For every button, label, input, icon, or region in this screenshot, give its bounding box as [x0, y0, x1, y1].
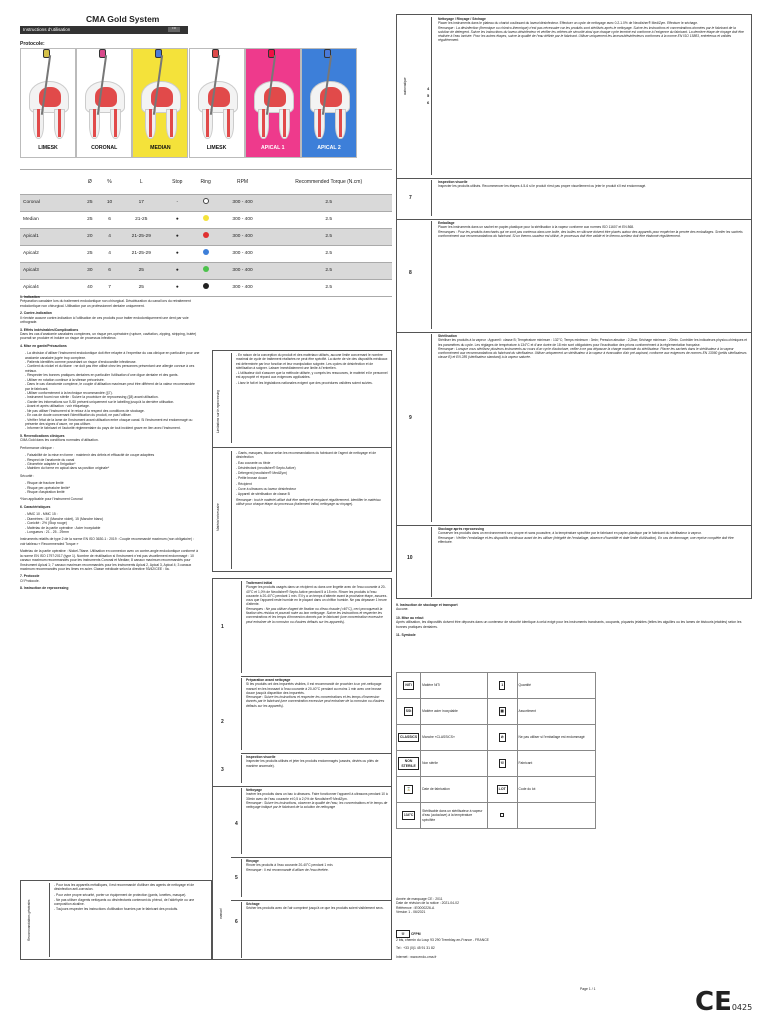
protocol-panel-label: LIMESK	[38, 145, 58, 151]
safety-item: - Risque per-opératoire limité*	[25, 486, 200, 490]
step-1-text: Plonger les produits usagés dans un récipient ou dans une lingette avec de l'eau courante à 20-40°C et 1,0% de Neodisher® Septo Active pendant 5 à 15 min. Rincer les produits à l'eau courante à 20-40°C pendant 1 min. S'il y a un temps d'attente avant la prochaine étape, assurez-vous que l'appareil reste humide en le plaçant dans un chiffon humide. Ne pas dépasser 1 heure d'attente.	[246, 585, 388, 607]
symbol-icon: CLASSICS	[398, 733, 419, 741]
row-diameter: 30	[80, 263, 100, 280]
symbol-icon: 134°C	[402, 811, 415, 819]
step-10-remark: Remarque : Vérifier l'emballage et les dispositifs médicaux avant de les utiliser (intégrité de l'emballage, absence d'humidité et date limite d'utilisation). En cas de dommage, une reprise complète doit être effectuée.	[438, 535, 734, 544]
protocol-section-heading: 7. Protocole	[20, 574, 40, 579]
step-1-number: 1	[221, 624, 224, 630]
ring-dot-icon	[203, 266, 209, 272]
footnote: *Non applicable pour l'instrument Coronal	[20, 497, 83, 502]
row-ring	[191, 212, 219, 229]
step-8-text: Placer les instruments dans un sachet en papier-plastique pour la stérilisation à la vapeur conforme aux normes ISO 11607 et EN 868.	[438, 225, 635, 230]
symbol-row	[397, 751, 596, 777]
tooth-icon	[85, 81, 125, 139]
meta-line: Référence : IE0000226-A	[396, 905, 435, 910]
step-5	[241, 859, 389, 897]
step-4-number: 4	[235, 821, 238, 827]
material-item: - Cuve à ultrasons ou laveur désinfecteur	[236, 486, 297, 491]
indication-heading: 1. Indication	[20, 295, 40, 299]
step-2	[241, 678, 389, 750]
warnings-list	[25, 351, 200, 431]
general-recommendations-list	[49, 883, 209, 957]
manufacturer-phone: Tel : +33 (0)1 45 91 31 82	[396, 946, 435, 951]
row-taper: 4	[100, 246, 120, 263]
material-item: - Récipient	[236, 481, 252, 486]
symbol-icon: SSt	[404, 707, 414, 715]
warning-item: - Patients identifiés comme possédant un risque d'endocardite infectieuse.	[25, 360, 200, 364]
symbols-table	[396, 672, 596, 829]
row-ring	[191, 195, 219, 212]
warning-item: - Garder les informations sur l'UDI présent uniquement sur le labelling jusqu'à la dernière utilisation.	[25, 400, 200, 404]
table-header-cell: %	[100, 170, 120, 195]
row-diameter: 20	[80, 229, 100, 246]
step-5-heading: Rinçage	[246, 859, 259, 863]
table-header-cell: Ring	[191, 170, 219, 195]
characteristic-item: - MMC 10 - MMC 15 :	[25, 512, 200, 516]
row-ring	[191, 229, 219, 246]
limitations-list	[231, 353, 389, 443]
row-stop: ●	[163, 263, 191, 280]
row-length: 21-25	[119, 212, 163, 229]
meta-line: Version 1 - 06/2021	[396, 910, 426, 915]
row-taper: 6	[100, 212, 120, 229]
symbol-icon: NiTi	[403, 681, 413, 689]
row-ring	[191, 246, 219, 263]
table-row	[20, 229, 392, 246]
storage-disposal-section	[396, 603, 752, 638]
row-name: Apical2	[20, 246, 80, 263]
symbol-row	[397, 803, 596, 829]
step-9-heading: Stérilisation	[438, 334, 457, 338]
symbol-label: Matière acier inoxydable	[421, 699, 488, 725]
row-rpm: 300 - 400	[220, 280, 266, 297]
symbol-row	[397, 673, 596, 699]
protocol-section-text: Cf Protocole.	[20, 578, 40, 583]
table-row	[20, 263, 392, 280]
ce-notified-body: 0425	[731, 1003, 753, 1012]
row-length: 25	[119, 263, 163, 280]
row-diameter: 25	[80, 246, 100, 263]
row-rpm: 300 - 400	[220, 195, 266, 212]
limitation-item: - Lisez le fait et les législations nationales exigent que des procédures validées soient suivies.	[236, 380, 373, 385]
protocol-panel-label: APICAL 2	[317, 145, 341, 151]
claims-text: CMA Gold dans les conditions normales d'utilisation.	[20, 438, 99, 443]
row-stop: ●	[163, 212, 191, 229]
material-item: - Eau courante ou tiède	[236, 460, 271, 465]
protocol-panel-1	[20, 48, 76, 158]
step-3-text: Inspecter les produits utilisés et jeter les produits endommagés (cassés, déviés ou pliés de manière anormale).	[246, 759, 379, 768]
symbol-label: Fabricant	[517, 751, 595, 777]
characteristic-item: - Diamètres : 10 (Manche violet), 15 (Manche blanc)	[25, 517, 200, 521]
step-456-remark: Remarque : La désinfection (thermique ou chimico-thermique) n'est pas nécessaire car les produits sont stérilisés après le nettoyage. Suivre les instructions et concentrations données par le fabricant de la solution de détergent. Suivre les instructions du laveur-désinfecteur et vérifier les critères de sécurité ainsi que chaque cycle terminé est conforme à l'exigence du fabricant. La dernière étape de rinçage doit être réalisée à l'eau ionisée. Pour les autres étapes, suivre la qualité de l'eau définie par le fabricant. Utiliser uniquement les laveurs/désinfecteurs conformes à la norme EN ISO 15883, entretenus et validés régulièrement.	[438, 25, 744, 43]
indication-text: Préparation canalaire lors du traitement endodontique non chirurgical. Désobturation du canal lors du retraitement endodontique non chirurgical. Utilisation par un professionnel dentaire uniquement.	[20, 299, 191, 308]
disposal-text: Après utilisation, les dispositifs doivent être déposés dans un conteneur de sécurité identique à celui exigé pour les instruments tranchants, coupants, piquants jetables (telles les aiguilles ou les lames de bistouris jetables) selon les bonnes pratiques dentaires.	[396, 620, 742, 629]
protocol-panel-4	[189, 48, 245, 158]
step-4	[241, 788, 389, 854]
warning-item: - Avant et après utilisation : voir étiquetage.	[25, 404, 200, 408]
limitations-material-box	[212, 350, 392, 572]
symbol-label: Ne pas utiliser si l'emballage est endommagé	[517, 725, 595, 751]
characteristic-item: - Matériau de la partie opérative : Acier inoxydable	[25, 526, 200, 530]
tooth-icon	[310, 81, 350, 139]
symbol-label: Stérilisable dans un stérilisateur à vapeur d'eau (autoclave) à la température spécifiée	[421, 803, 488, 829]
step-8-heading: Emballage	[438, 221, 455, 225]
symbol-icon: 1	[499, 681, 505, 690]
general-recommendations-box	[20, 880, 212, 960]
manual-steps-box	[212, 578, 392, 960]
instructions-bar	[20, 26, 188, 34]
characteristics-norm: Instruments relatifs de type 2 de la norme EN ISO 3630-1 : 2019 : Couple recommandé maximum (non obligatoire) : voir tableau « Recommended Torque »	[20, 537, 194, 546]
row-torque: 2.5	[265, 263, 392, 280]
table-header-cell: Recommended Torque (N.cm)	[265, 170, 392, 195]
factory-icon: ⛫	[396, 930, 410, 938]
step-2-text: Si les produits ont des impuretés visibles, il est recommandé de procéder à un pré-nettoyage manuel en les brossant à l'eau courante à 20-40°C pendant au moins 1 min avec une brosse douce jusqu'à disparition des impuretés.	[246, 682, 382, 695]
manufacturer-website: Internet : www.endo-cma.fr	[396, 954, 437, 959]
row-torque: 2.5	[265, 280, 392, 297]
limitation-item: - L'utilisateur doit s'assurer que la méthode utilisée, y compris les ressources, le matériel et le personnel est approprié et répond aux exigences applicables.	[236, 371, 388, 380]
protocol-panel-2	[76, 48, 132, 158]
page-title: CMA Gold System	[86, 14, 160, 24]
disposal-heading: 10. Mise au rebut	[396, 615, 424, 620]
characteristics-heading: 6. Caractéristiques	[20, 504, 51, 509]
page-number: Page 1 / 1	[580, 987, 596, 991]
manufacturer-logo: CFPM	[410, 932, 421, 936]
symbol-icon: ▦	[499, 707, 506, 716]
symbols-heading: 11. Symbole	[396, 633, 416, 638]
ce-mark	[695, 985, 752, 1019]
warning-item: - Dans le cas d'anatomie complexe, le couple d'utilisation maximum peut être différent de la valeur recommandée par le fabricant.	[25, 382, 200, 391]
symbol-icon: ⛫	[499, 759, 506, 768]
characteristics-list	[25, 512, 200, 534]
ce-mark-letters: CE	[695, 987, 732, 1017]
ring-dot-icon	[203, 232, 209, 238]
steps-456-numbers: 4 5 6	[427, 86, 430, 106]
characteristic-item: - Conicité : 2% (Stop rouge)	[25, 521, 200, 525]
step-7-text: Inspecter les produits utilisés. Recommencer les étapes 4-5-6 si le produit n'est pas propre visuellement ou jeter le produit s'il est endommagé.	[438, 184, 647, 189]
protocol-panel-5	[245, 48, 301, 158]
safety-item: - Risque d'aspiration limité	[25, 490, 200, 494]
step-9-remark: Remarque : Lorsque vous stérilisez plusieurs instruments au cours d'un cycle d'autoclave, veiller à ne pas dépasser la charge maximale du stérilisateur. Placer les sachets dans le stérilisateur à la vapeur conformément aux recommandations du fabricant du stérilisateur. Utiliser uniquement un stérilisateur à la vapeur à évacuation d'air pré-aspirant, conforme aux exigences de normes EN 13060 (petits stérilisateurs classe B) et EN 285 (stérilisateur standard) à la vapeur saturée.	[438, 346, 747, 360]
language-chip: FR	[168, 27, 180, 32]
step-7-number: 7	[409, 195, 412, 201]
instrument-table	[20, 169, 392, 297]
ring-dot-icon	[203, 283, 209, 289]
row-name: Apical1	[20, 229, 80, 246]
row-ring	[191, 280, 219, 297]
table-header-row	[20, 170, 392, 195]
row-stop: ●	[163, 246, 191, 263]
warning-item: - Contient du nickel et du titane : ne doit pas être utilisé chez les personnes présentant une allergie connue à ces métaux.	[25, 364, 200, 373]
material-label: Matériel nécessaire	[216, 503, 220, 531]
protocol-heading: Protocole:	[20, 41, 45, 47]
step-3	[241, 755, 389, 783]
symbol-label: Matière NiTi	[421, 673, 488, 699]
manual-label: manuel	[219, 908, 223, 919]
safety-heading: Sécurité :	[20, 473, 35, 478]
row-stop: ●	[163, 229, 191, 246]
manufacturer-section	[396, 930, 656, 959]
step-1-heading: Traitement initial	[246, 581, 273, 585]
step-4-heading: Nettoyage	[246, 788, 262, 792]
characteristics-material: Matériau de la partie opérative : Nickel-Titane. Utilisation en connexion avec un contre-angle endodontique conformé à la norme EN ISO 1797:2017 (type 1). Nombre de réutilisation si l'instrument n'est pas visuellement endommagé : 10 canaux maximum recommandés pour les instruments Coronal et Median; 8 canaux maximum recommandés pour l'instrument Apical 1; 7 canaux maximum recommandés pour les instruments Apical 2, Apical 3, Apical 4; 3 canaux maximum recommandés pour les limes en acier. Classe médicale selon la directive 93/42/CEE : IIa.	[20, 549, 198, 571]
symbol-icon: LOT	[497, 785, 508, 794]
recommendation-item: - Ne pas utiliser d'agents nettoyants ou désinfectants contenant du phénol, de l'aldéhyde ou une composition alcaline.	[54, 897, 195, 907]
warning-item: - Respecter les bonnes pratiques dentaires en particulier l'utilisation d'une digue dentaire et des gants.	[25, 373, 200, 377]
performance-item: - Géométrie adaptée à l'irrigation*	[25, 462, 200, 466]
step-5-remark: Remarque : Il est recommandé d'utiliser de l'eau térétée.	[246, 867, 329, 872]
symbol-label: Assortiment	[517, 699, 595, 725]
warning-item: - La décision d'utiliser l'instrument endodontique doit être relayée à l'expertise du cas clinique en particulier pour une anatomie canalaire jugée trop complexe.	[25, 351, 200, 360]
row-rpm: 300 - 400	[220, 229, 266, 246]
row-taper: 7	[100, 280, 120, 297]
row-rpm: 300 - 400	[220, 263, 266, 280]
limitations-label: Limitations sur le reprocessing	[216, 389, 220, 433]
step-456-text: Placer les instruments dans le plateau du chariot coulissant du laveur/désinfecteur. Effectuer un cycle de nettoyage avec 0.2-1.0% de Neodisher® MediZym. Effectuer le séchage.	[438, 21, 698, 26]
row-diameter: 25	[80, 195, 100, 212]
step-10-number: 10	[407, 555, 413, 561]
instructions-label: Instructions d'utilisation	[23, 27, 71, 32]
row-torque: 2.5	[265, 212, 392, 229]
limitation-item: - En raison de la conception du produit et des matériaux utilisés, aucune limite concernant le nombre maximal de cycle de traitement réalisées ne peut être spécifié. La durée de vie des dispositifs médicaux est déterminée par leur fonction et leur manipulation soignée. Les cycles de désinfection et de stérilisation à soigner. Laisser immédiatement une limite à l'entretien.	[236, 353, 388, 370]
warning-item: - Utiliser en rotation continue à la vitesse préconisée.	[25, 378, 200, 382]
row-rpm: 300 - 400	[220, 212, 266, 229]
step-4-remark: Remarque : Suivre les instructions, observer la qualité de l'eau, les concentrations et le temps de nettoyage indiqué par le fabricant de la solution de nettoyage	[246, 800, 388, 810]
row-length: 17	[119, 195, 163, 212]
table-row	[20, 212, 392, 229]
step-6	[241, 902, 389, 958]
side-effects-text: Dans les cas d'anatomie canalaires complexes, un risque per-opératoire (rupture, cavitation, zipping, stripping, butée) pourrait se produire et induire un risque de processus infectieux.	[20, 331, 197, 341]
symbol-icon: ⌛	[404, 785, 412, 793]
storage-text: Aucune.	[396, 607, 409, 612]
step-8-remark: Remarques : Pour les produits tranchants qui ne sont pas contenus dans une boîte, des bulles en silicone doivent être placés autour des appareils pour empêcher la percée des emballages. Sceller les sachets conformément aux recommandations du fabricant. Si un thermo-soudeur est utilisé, le processus doit être validé et le thermo-scelleur doit être étalonné régulièrement.	[438, 229, 743, 238]
recommendation-item: - Pour votre propre sécurité, porter un équipement de protection (gants, lunettes, masque).	[54, 892, 187, 897]
material-item: - Appareil de stérilisation de classe B	[236, 492, 290, 497]
characteristic-item: - Longueurs : 21 - 25 - 29mm	[25, 530, 200, 534]
step-1	[241, 581, 389, 673]
meta-line: Année de marquage CE : 2011	[396, 897, 443, 901]
step-2-heading: Préparation avant nettoyage	[246, 678, 291, 682]
symbol-row	[397, 699, 596, 725]
step-7	[431, 180, 749, 216]
step-3-number: 3	[221, 767, 224, 773]
table-header-cell: RPM	[220, 170, 266, 195]
general-recommendations-label: Recommandations générales	[27, 899, 31, 941]
symbol-label: Manche «CLASSICS»	[421, 725, 488, 751]
row-taper: 4	[100, 229, 120, 246]
warning-item: - En cas de doute concernant l'identification du produit, ne pas l'utiliser.	[25, 413, 200, 417]
tooth-icon	[254, 81, 294, 139]
row-diameter: 40	[80, 280, 100, 297]
contraindication-text: Il n'existe aucune contre-indication à l'utilisation de ces produits pour traiter endodontiquement une dent par voie orthograde.	[20, 315, 189, 325]
step-6-heading: Séchage	[246, 902, 260, 906]
step-7-heading: Inspection visuelle	[438, 180, 468, 184]
row-diameter: 25	[80, 212, 100, 229]
step-9-text: Stériliser les produits à la vapeur : Appareil : classe B; Température minimum : 132°C; Temps minimum : 3min; Pression absolue : 2,2bar; Séchage minimum : 20min. Contrôler les indicateurs physico-chimiques et les paramètres du cycle. Les réglages de température à 134°C et d'une durée de 18 min sont obligatoires pour l'inactivation des prions conformément à la réglementation française.	[438, 338, 748, 347]
row-torque: 2.5	[265, 246, 392, 263]
row-name: Coronal	[20, 195, 80, 212]
row-name: Apical3	[20, 263, 80, 280]
row-taper: 10	[100, 195, 120, 212]
storage-heading: 9. Instruction de stockage et transport	[396, 603, 458, 607]
step-8	[431, 221, 749, 329]
ring-dot-icon	[203, 198, 209, 204]
symbol-label	[517, 803, 595, 829]
protocol-panel-label: MEDIAN	[150, 145, 171, 151]
recommendation-item: - Pour tous les appareils métalliques, il est recommandé d'utiliser des agents de nettoyage et de désinfection anti-corrosion.	[54, 883, 195, 892]
warning-item: - Vérifier l'état de la lame de l'instrument avant utilisation entre chaque canal. Si l'instrument est endommagé ou présente des signes d'usure, ne pas utiliser.	[25, 418, 200, 427]
table-header-cell: Stop	[163, 170, 191, 195]
symbol-label: Date de fabrication	[421, 777, 488, 803]
safety-item: - Risque de fracture limité	[25, 481, 200, 485]
material-item: - Gants, masques, blouse selon les recommandations du fabricant de l'agent de nettoyage et de désinfection	[236, 451, 377, 460]
ring-dot-icon	[203, 215, 209, 221]
row-stop: ●	[163, 280, 191, 297]
ring-dot-icon	[203, 249, 209, 255]
material-item: - Détergent (neodisher® MediZym)	[236, 471, 287, 476]
contraindication-heading: 2. Contre-indication	[20, 311, 52, 316]
step-8-number: 8	[409, 270, 412, 276]
symbol-icon	[500, 813, 504, 817]
row-ring	[191, 263, 219, 280]
material-note: Remarque : tout le matériel utilisé doit être nettoyé et remplacé régulièrement. Identifier le matériau utilisé pour chaque étape du processus (traitement initial, nettoyage ou rinçage).	[236, 497, 381, 506]
row-torque: 2.5	[265, 195, 392, 212]
step-2-remark: Remarque : Suivre les instructions et respecter les concentrations et les temps d'immersion donnés par le fabricant (une concentration excessive peut entraîner de la corrosion ou d'autres défauts sur les appareils).	[246, 695, 385, 708]
row-name: Apical4	[20, 280, 80, 297]
warning-item: - Informer le fabricant et l'autorité réglementaire du pays de tout incident grave en lien avec l'instrument.	[25, 426, 200, 430]
right-steps-box	[396, 14, 752, 599]
row-length: 21-25-29	[119, 229, 163, 246]
performance-item: - Maintien du forme en apical dans sa position originale*	[25, 466, 200, 470]
step-5-number: 5	[235, 875, 238, 881]
warning-item: - Utiliser conformément à la technique recommandée (§7).	[25, 391, 200, 395]
row-stop: -	[163, 195, 191, 212]
row-torque: 2.5	[265, 229, 392, 246]
table-header-cell	[20, 170, 80, 195]
protocol-panel-label: LIMESK	[206, 145, 227, 151]
symbol-label: Code du lot	[517, 777, 595, 803]
material-item: - Petite brosse douce	[236, 476, 268, 481]
warning-item: - Instrument fourni non stérile : Suivre la procédure de reprocessing (§8) avant utilisation.	[25, 395, 200, 399]
step-10-heading: Stockage après reprocessing	[438, 527, 484, 531]
tooth-icon	[198, 81, 238, 139]
row-length: 21-25-29	[119, 246, 163, 263]
reprocessing-heading: 8. Instruction de reprocessing	[20, 586, 69, 591]
manufacturer-address: 2 bis, chemin du Loup 93 290 Tremblay-en-France - FRANCE	[396, 938, 489, 942]
step-6-number: 6	[235, 919, 238, 925]
step-10-text: Conserver les produits dans un environnement sec, propre et sans poussière, à la température spécifiée par le fabricant en papier-plastique par le fabricant du stérilisateur à vapeur.	[438, 531, 702, 536]
tooth-icon	[29, 81, 69, 139]
performance-item: - Faisabilité de la mise en forme : maintenir des débris et efficacité de coupe adaptées	[25, 453, 200, 457]
tooth-icon	[141, 81, 181, 139]
step-4-text: Insérer les produits dans un bac à ultrasons. Faire fonctionner l'appareil à ultrasons pendant 10 à 30min avec de l'eau courante et 0,5 à 2,0% de Neodisher® MediZym.	[246, 792, 388, 801]
protocol-panel-label: CORONAL	[91, 145, 118, 151]
symbol-row	[397, 725, 596, 751]
table-row	[20, 246, 392, 263]
table-header-cell: L	[119, 170, 163, 195]
step-3-heading: Inspection visuelle	[246, 755, 276, 759]
recommendation-item: - Toujours respecter les instructions d'utilisation fournies par le fabricant des produits.	[54, 907, 179, 912]
row-name: Median	[20, 212, 80, 229]
material-item: - Désinfectant (neodisher® Septo Active)	[236, 465, 296, 470]
safety-list	[25, 481, 200, 494]
meta-line: Date de révision de la notice : 2021-04-02	[396, 901, 459, 906]
claims-heading: 5. Revendications cliniques	[20, 433, 65, 438]
warnings-heading: 4. Mise en garde/Précautions	[20, 343, 67, 348]
symbol-icon: NON STERILE	[398, 757, 419, 770]
left-column	[20, 295, 200, 594]
step-456	[431, 17, 749, 175]
table-header-cell: Ø	[80, 170, 100, 195]
symbol-label: Non stérile	[421, 751, 488, 777]
performance-list	[25, 453, 200, 471]
performance-heading: Performance clinique :	[20, 445, 54, 450]
material-section	[231, 451, 389, 569]
performance-item: - Respect de l'anatomie du canal	[25, 458, 200, 462]
protocol-panel-label: APICAL 1	[261, 145, 285, 151]
row-rpm: 300 - 400	[220, 246, 266, 263]
meta-section	[396, 897, 656, 915]
step-1-remark: Remarques : Ne pas utiliser d'agent de fixation ou d'eau chaude (>40°C), ceci provoquerait la fixation des résidus et pourrait nuire au bon nettoyage. Suivre les instructions et respecter les concentrations et les temps d'immersion donnés par le fabricant (une concentration excessive peut entraîner de la corrosion ou d'autres défauts sur les appareils).	[246, 606, 383, 624]
step-9	[431, 334, 749, 522]
step-456-heading: Nettoyage / Rinçage / Séchage	[438, 17, 486, 21]
protocol-panel-6	[301, 48, 357, 158]
automatic-label: automatique	[403, 77, 407, 95]
protocol-panel-3	[132, 48, 188, 158]
protocol-panels	[20, 48, 357, 158]
row-taper: 6	[100, 263, 120, 280]
warning-item: - Ne pas utiliser l'instrument si le retour à la respect des conditions de stockage.	[25, 409, 200, 413]
side-effects-heading: 3. Effets indésirables/Complications	[20, 327, 79, 332]
step-9-number: 9	[409, 415, 412, 421]
step-10	[431, 527, 749, 597]
step-2-number: 2	[221, 719, 224, 725]
step-5-text: Rincer les produits à l'eau courante 20-40°C pendant 1 min.	[246, 863, 334, 868]
symbol-icon: ⊘	[499, 733, 506, 742]
symbol-label: Quantité	[517, 673, 595, 699]
table-row	[20, 280, 392, 297]
symbol-row	[397, 777, 596, 803]
table-row	[20, 195, 392, 212]
row-length: 25	[119, 280, 163, 297]
step-6-text: Sécher les produits avec de l'air comprimé jusqu'à ce que les produits soient visiblement secs.	[246, 906, 384, 911]
